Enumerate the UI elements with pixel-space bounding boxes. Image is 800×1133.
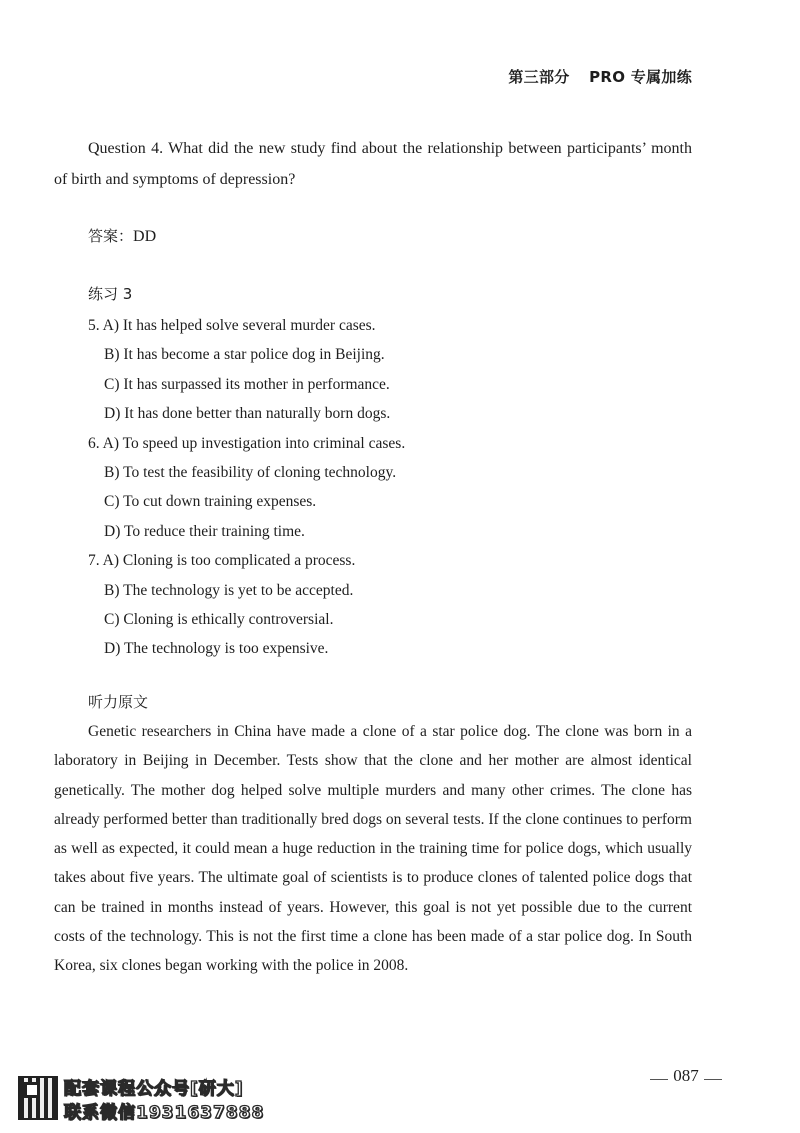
answer-value: DD <box>133 228 157 245</box>
question-number: 7. <box>88 552 100 570</box>
page-header <box>508 66 692 87</box>
question-5-option-d: D) It has done better than naturally born dogs. <box>104 405 391 423</box>
question-5-option-c: C) It has surpassed its mother in performance. <box>104 375 390 393</box>
exercise-title: 练习 3 <box>88 285 133 303</box>
question-6-option-d: D) To reduce their training time. <box>104 522 305 540</box>
question-4-text: Question 4. What did the new study find about the relationship between participants’ month of birth and symptoms of depression? <box>54 140 692 188</box>
question-number: 5. <box>88 317 100 334</box>
question-5-option-b: B) It has become a star police dog in Beijing. <box>104 346 385 364</box>
transcript-paragraph: Genetic researchers in China have made a clone of a star police dog. The clone was born in a laboratory in Beijing in December. Tests show that the clone and her mother are almost identical genetically. The mother dog helped solve multiple murders and many other crimes. The clone has already performed better than traditionally bred dogs on several tests. If the clone continues to perform as well as expected, it could mean a huge reduction in the training time for police dogs, which usually takes about five years. The ultimate goal of scientists is to produce clones of talented police dogs that can be trained in months instead of years. However, this goal is not yet possible due to the current costs of the technology. This is not the first time a clone has been made of a star police dog. In South Korea, six clones began working with the police in 2008. <box>54 723 692 975</box>
question-6-option-a <box>88 429 405 458</box>
question-6-option-c: C) To cut down training expenses. <box>104 493 317 511</box>
question-7-option-a <box>88 546 405 575</box>
page-number <box>650 1066 722 1092</box>
transcript-title: 听力原文 <box>88 693 149 711</box>
header-title: PRO 专属加练 <box>589 68 692 86</box>
question-7-option-d: D) The technology is too expensive. <box>104 640 329 658</box>
page-number-text: 087 <box>673 1066 699 1085</box>
header-part: 第三部分 <box>508 68 570 86</box>
option-text: A) Cloning is too complicated a process. <box>102 552 356 570</box>
answer-label: 答案： <box>88 227 134 245</box>
question-6-option-b: B) To test the feasibility of cloning technology. <box>104 463 397 481</box>
ornament-right-icon <box>704 1079 722 1080</box>
option-text: A) To speed up investigation into criminal cases. <box>102 434 406 452</box>
watermark-line-1: 配套课程公众号[研大] <box>64 1079 244 1099</box>
ornament-left-icon <box>650 1079 668 1080</box>
question-7-option-b: B) The technology is yet to be accepted. <box>104 581 354 599</box>
question-number: 6. <box>88 434 100 452</box>
footer-watermark <box>18 1074 318 1122</box>
question-5-option-a <box>88 311 405 340</box>
question-7-option-c: C) Cloning is ethically controversial. <box>104 610 334 628</box>
answer-line <box>88 224 156 249</box>
watermark-line-2: 联系微信1931637888 <box>64 1103 265 1123</box>
option-text: A) It has helped solve several murder cases. <box>102 317 376 334</box>
question-list <box>88 311 405 664</box>
qr-code-icon <box>18 1076 58 1120</box>
